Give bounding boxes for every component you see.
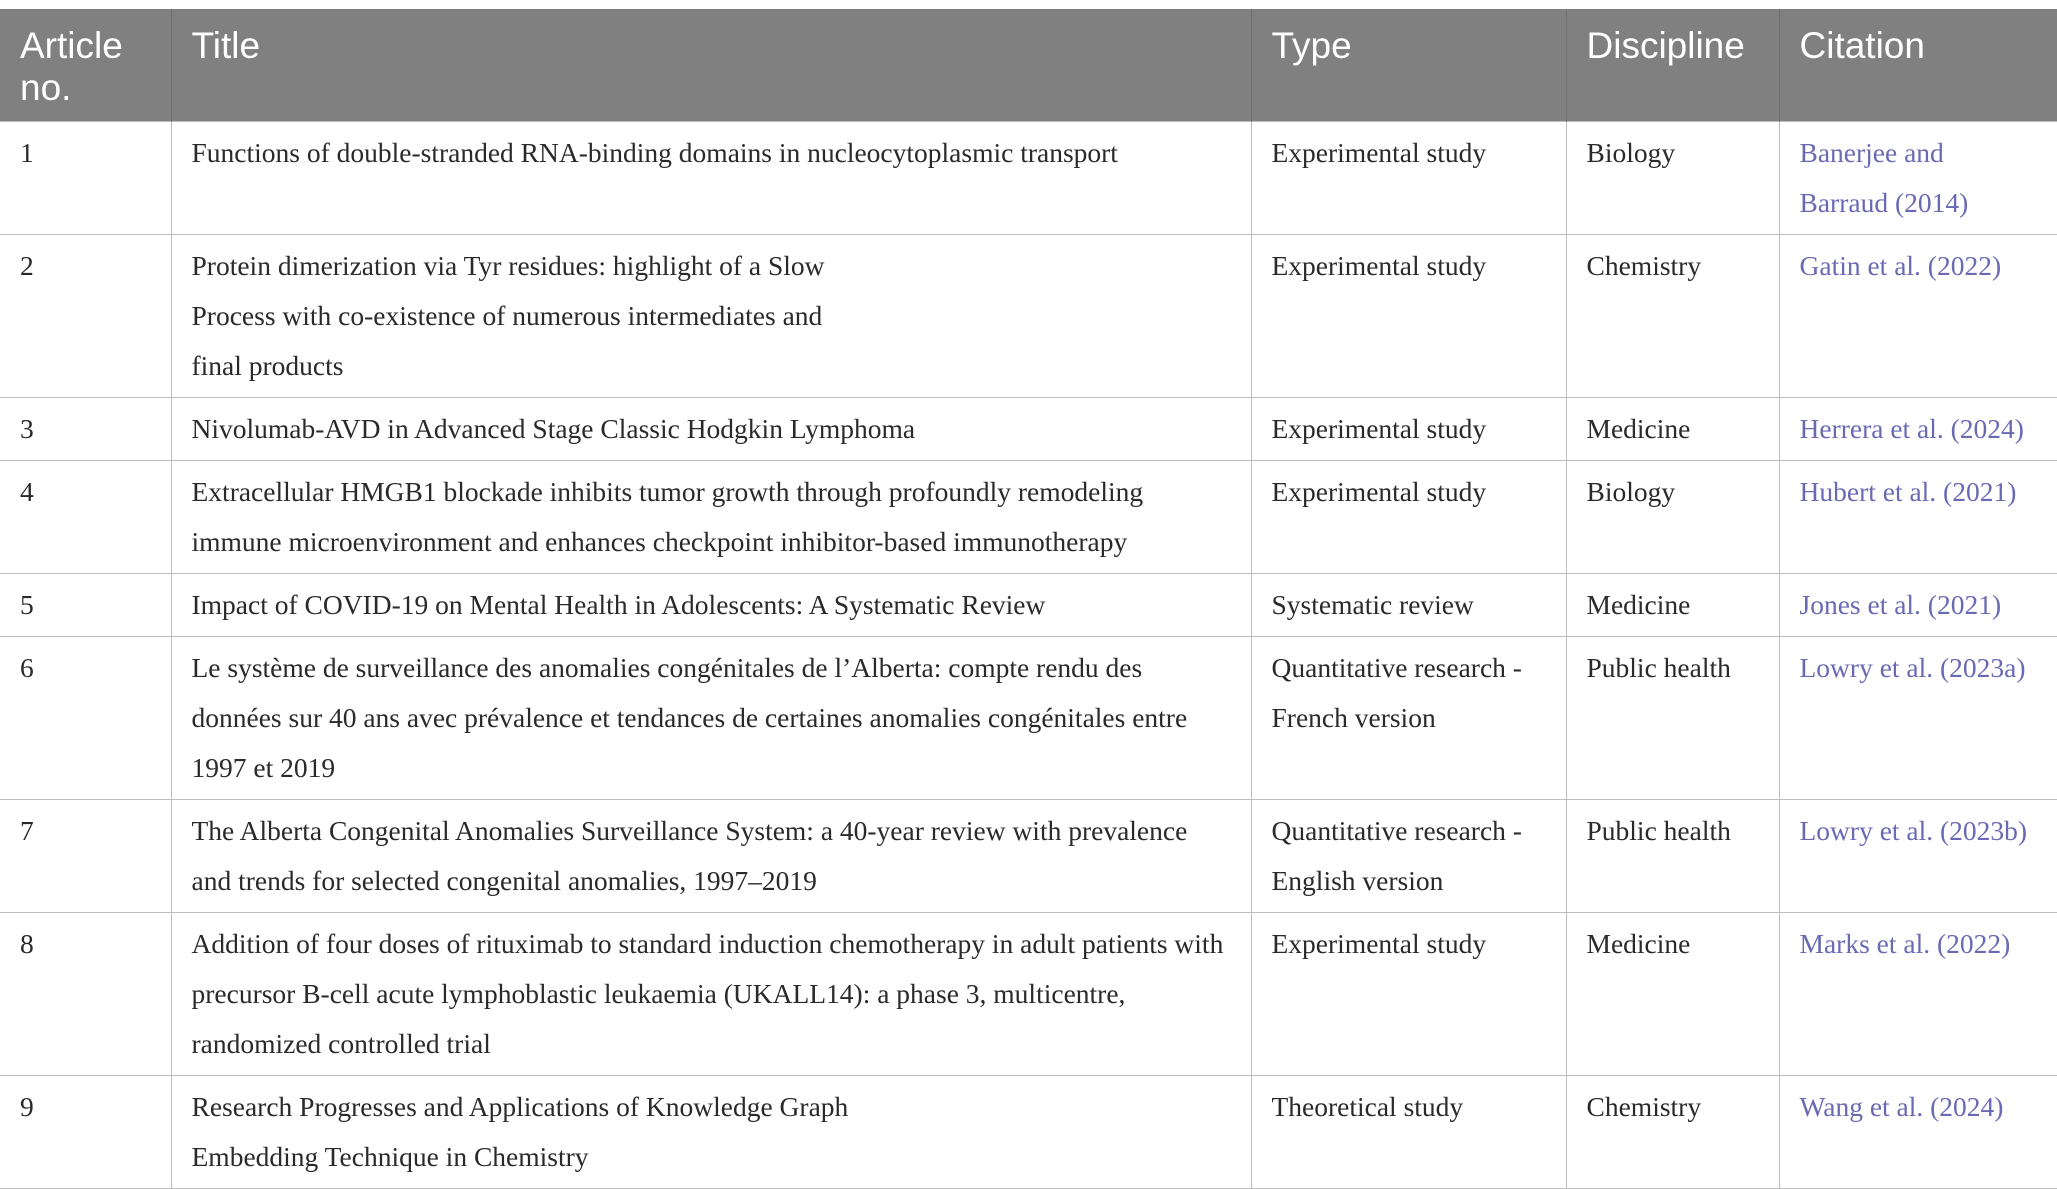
table-row	[0, 235, 2057, 398]
cell-citation	[1779, 637, 2057, 800]
cell-citation	[1779, 1076, 2057, 1189]
cell-type: Systematic review	[1251, 574, 1566, 637]
cell-title	[171, 800, 1251, 913]
title-text: Research Progresses and Applications of Knowledge Graph	[191, 1091, 849, 1122]
title-text: Nivolumab-AVD in Advanced Stage Classic Hodgkin Lymphoma	[191, 413, 916, 444]
cell-title	[171, 637, 1251, 800]
cell-citation	[1779, 398, 2057, 461]
title-text: final products	[191, 350, 344, 381]
citation-link[interactable]: Hubert et al. (2021)	[1799, 476, 2017, 507]
column-header-citation: Citation	[1779, 9, 2057, 122]
cell-article-no: 3	[0, 398, 171, 461]
citation-link[interactable]: Marks et al. (2022)	[1799, 928, 2011, 959]
cell-citation	[1779, 461, 2057, 574]
cell-discipline: Medicine	[1566, 913, 1779, 1076]
cell-discipline: Medicine	[1566, 398, 1779, 461]
cell-title	[171, 913, 1251, 1076]
articles-table	[0, 9, 2057, 1189]
title-text: Addition of four doses of rituximab to standard induction chemotherapy in adult patients with precursor B-cell acute lymphoblastic leukaemia (UKALL14): a phase 3, multicentre, randomized controlled trial	[191, 928, 1224, 1059]
cell-citation	[1779, 235, 2057, 398]
cell-citation	[1779, 913, 2057, 1076]
table-body	[0, 122, 2057, 1189]
cell-type: Quantitative research - English version	[1251, 800, 1566, 913]
cell-type: Experimental study	[1251, 461, 1566, 574]
citation-link[interactable]: Lowry et al. (2023b)	[1799, 815, 2028, 846]
cell-article-no: 1	[0, 122, 171, 235]
cell-type: Quantitative research - French version	[1251, 637, 1566, 800]
cell-title	[171, 574, 1251, 637]
articles-table-container	[0, 9, 2057, 1189]
header-article-line: Article	[20, 25, 123, 66]
cell-article-no: 2	[0, 235, 171, 398]
table-row	[0, 398, 2057, 461]
citation-link[interactable]: Lowry et al. (2023a)	[1799, 652, 2026, 683]
cell-title	[171, 461, 1251, 574]
cell-discipline: Public health	[1566, 800, 1779, 913]
header-row	[0, 9, 2057, 122]
title-text: The Alberta Congenital Anomalies Surveillance System: a 40-year review with prevalence and trends for selected congenital anomalies, 1997–2019	[191, 815, 1188, 896]
title-text: Protein dimerization via Tyr residues: highlight of a Slow	[191, 250, 825, 281]
citation-link[interactable]: Gatin et al. (2022)	[1799, 250, 2002, 281]
table-row	[0, 913, 2057, 1076]
cell-discipline: Chemistry	[1566, 235, 1779, 398]
cell-type: Theoretical study	[1251, 1076, 1566, 1189]
table-header	[0, 9, 2057, 122]
citation-link[interactable]: Jones et al. (2021)	[1799, 589, 2002, 620]
column-header-title: Title	[171, 9, 1251, 122]
column-header-discipline: Discipline	[1566, 9, 1779, 122]
cell-discipline: Biology	[1566, 122, 1779, 235]
table-row	[0, 637, 2057, 800]
cell-discipline: Public health	[1566, 637, 1779, 800]
title-text: Le système de surveillance des anomalies congénitales de l’Alberta: compte rendu des données sur 40 ans avec prévalence et tendances de certaines anomalies congénitales entre 1997 et 2019	[191, 652, 1188, 783]
cell-type: Experimental study	[1251, 122, 1566, 235]
title-text: Process with co-existence of numerous intermediates and	[191, 300, 823, 331]
cell-type: Experimental study	[1251, 398, 1566, 461]
cell-article-no: 9	[0, 1076, 171, 1189]
cell-title	[171, 235, 1251, 398]
cell-type: Experimental study	[1251, 913, 1566, 1076]
citation-link[interactable]: Wang et al. (2024)	[1799, 1091, 2004, 1122]
table-row	[0, 461, 2057, 574]
cell-discipline: Chemistry	[1566, 1076, 1779, 1189]
cell-title	[171, 398, 1251, 461]
cell-type: Experimental study	[1251, 235, 1566, 398]
title-text: Embedding Technique in Chemistry	[191, 1141, 589, 1172]
table-row	[0, 1076, 2057, 1189]
column-header-type: Type	[1251, 9, 1566, 122]
title-text: Extracellular HMGB1 blockade inhibits tumor growth through profoundly remodeling immune microenvironment and enhances checkpoint inhibitor-based immunotherapy	[191, 476, 1144, 557]
cell-citation	[1779, 122, 2057, 235]
cell-article-no: 8	[0, 913, 171, 1076]
table-row	[0, 122, 2057, 235]
cell-title	[171, 122, 1251, 235]
cell-discipline: Biology	[1566, 461, 1779, 574]
cell-article-no: 4	[0, 461, 171, 574]
citation-link[interactable]: Banerjee and Barraud (2014)	[1799, 137, 1969, 218]
cell-article-no: 6	[0, 637, 171, 800]
table-row	[0, 800, 2057, 913]
citation-link[interactable]: Herrera et al. (2024)	[1799, 413, 2024, 444]
column-header-article-no	[0, 9, 171, 122]
table-row	[0, 574, 2057, 637]
title-text: Functions of double-stranded RNA-binding domains in nucleocytoplasmic transport	[191, 137, 1118, 168]
cell-discipline: Medicine	[1566, 574, 1779, 637]
cell-citation	[1779, 574, 2057, 637]
cell-title	[171, 1076, 1251, 1189]
cell-article-no: 5	[0, 574, 171, 637]
cell-citation	[1779, 800, 2057, 913]
cell-article-no: 7	[0, 800, 171, 913]
title-text: Impact of COVID-19 on Mental Health in Adolescents: A Systematic Review	[191, 589, 1046, 620]
header-no-line: no.	[20, 67, 72, 108]
